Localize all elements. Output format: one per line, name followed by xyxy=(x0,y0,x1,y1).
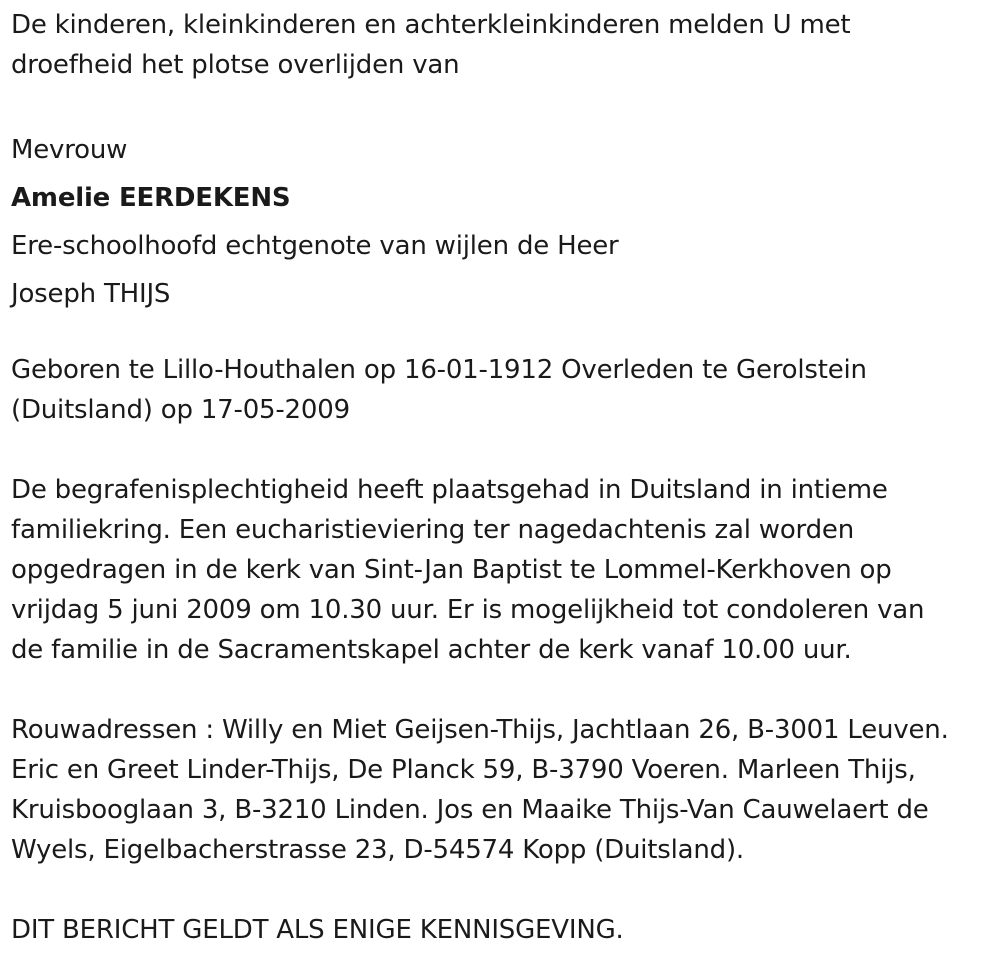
deceased-block xyxy=(11,126,619,318)
ceremony-paragraph xyxy=(11,470,924,670)
birth-death-paragraph xyxy=(11,350,867,430)
closing-paragraph xyxy=(11,910,624,950)
birth-death-line: (Duitsland) op 17-05-2009 xyxy=(11,395,350,425)
salutation: Mevrouw xyxy=(11,135,128,165)
spouse-name: Joseph THIJS xyxy=(11,279,171,309)
closing-line: DIT BERICHT GELDT ALS ENIGE KENNISGEVING. xyxy=(11,915,624,945)
ceremony-line: opgedragen in de kerk van Sint-Jan Baptist te Lommel-Kerkhoven op xyxy=(11,555,892,585)
address-line: Wyels, Eigelbacherstrasse 23, D-54574 Kopp (Duitsland). xyxy=(11,835,744,865)
intro-paragraph xyxy=(11,5,850,85)
intro-line: droefheid het plotse overlijden van xyxy=(11,50,460,80)
ceremony-line: De begrafenisplechtigheid heeft plaatsgehad in Duitsland in intieme xyxy=(11,475,888,505)
address-line: Eric en Greet Linder-Thijs, De Planck 59, B-3790 Voeren. Marleen Thijs, xyxy=(11,755,916,785)
address-line: Rouwadressen : Willy en Miet Geijsen-Thijs, Jachtlaan 26, B-3001 Leuven. xyxy=(11,715,949,745)
deceased-name: Amelie EERDEKENS xyxy=(11,183,291,213)
address-line: Kruisbooglaan 3, B-3210 Linden. Jos en Maaike Thijs-Van Cauwelaert de xyxy=(11,795,929,825)
ceremony-line: familiekring. Een eucharistieviering ter nagedachtenis zal worden xyxy=(11,515,854,545)
birth-death-line: Geboren te Lillo-Houthalen op 16-01-1912 Overleden te Gerolstein xyxy=(11,355,867,385)
ceremony-line: vrijdag 5 juni 2009 om 10.30 uur. Er is mogelijkheid tot condoleren van xyxy=(11,595,925,625)
ceremony-line: de familie in de Sacramentskapel achter de kerk vanaf 10.00 uur. xyxy=(11,635,852,665)
title-line: Ere-schoolhoofd echtgenote van wijlen de Heer xyxy=(11,231,619,261)
addresses-paragraph xyxy=(11,710,949,870)
intro-line: De kinderen, kleinkinderen en achterkleinkinderen melden U met xyxy=(11,10,851,40)
